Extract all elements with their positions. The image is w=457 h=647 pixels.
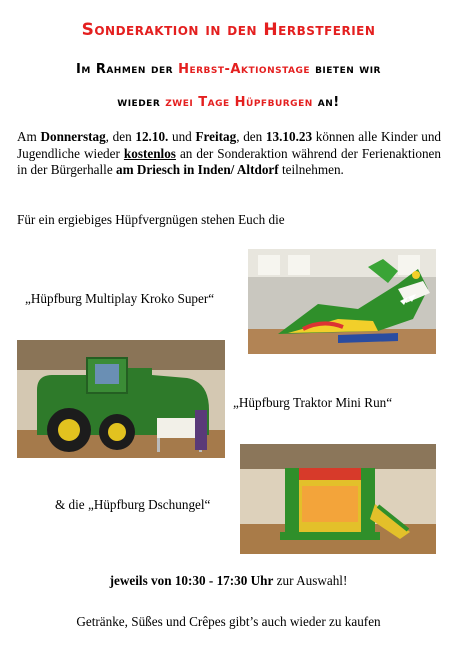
- intro-text: an der Sonderaktion während der Ferienaktionen in der Bürgerhalle: [17, 145, 441, 177]
- venue: am Driesch in Inden/ Altdorf: [116, 162, 279, 177]
- subtitle-line-2: [0, 95, 457, 110]
- day-2: Freitag: [195, 129, 237, 144]
- subtitle-line-1: [0, 62, 457, 77]
- subtitle-2-highlight: zwei Tage Hüpfburgen: [165, 95, 313, 110]
- castle-label-dschungel: & die „Hüpfburg Dschungel“: [55, 497, 211, 512]
- subtitle-1-before: Im Rahmen der: [76, 62, 179, 77]
- kroko-photo: [248, 249, 436, 354]
- date-2: 13.10.23: [265, 129, 313, 144]
- subtitle-1-highlight: Herbst-Aktionstage: [178, 62, 311, 77]
- subtitle-2-before: wieder: [117, 95, 166, 110]
- intro-paragraph: [17, 129, 441, 179]
- castle-label-traktor: „Hüpfburg Traktor Mini Run“: [233, 395, 393, 410]
- subtitle-2-after: an!: [312, 95, 340, 110]
- page-title: Sonderaktion in den Herbstferien: [81, 20, 376, 40]
- footer-note: Getränke, Süßes und Crêpes gibt’s auch wieder zu kaufen: [76, 614, 381, 629]
- intro-text: und: [168, 129, 196, 144]
- intro-text: , den: [105, 129, 136, 144]
- hours-suffix: zur Auswahl!: [273, 573, 348, 588]
- intro-text: Am: [17, 129, 41, 144]
- hours-time: jeweils von 10:30 - 17:30 Uhr: [109, 573, 274, 588]
- opening-hours: [0, 573, 457, 589]
- castle-label-kroko: „Hüpfburg Multiplay Kroko Super“: [25, 291, 215, 306]
- dschungel-photo: [240, 444, 436, 554]
- date-1: 12.10.: [135, 129, 169, 144]
- lead-text: Für ein ergiebiges Hüpfvergnügen stehen Euch die: [17, 212, 285, 227]
- subtitle-1-after: bieten wir: [310, 62, 381, 77]
- intro-text: , den: [236, 129, 266, 144]
- traktor-photo: [17, 340, 225, 458]
- day-1: Donnerstag: [40, 129, 106, 144]
- intro-text: können alle Kinder und Jugendliche wieder: [17, 129, 442, 161]
- intro-text: teilnehmen.: [278, 162, 344, 177]
- free-admission: kostenlos: [123, 145, 176, 161]
